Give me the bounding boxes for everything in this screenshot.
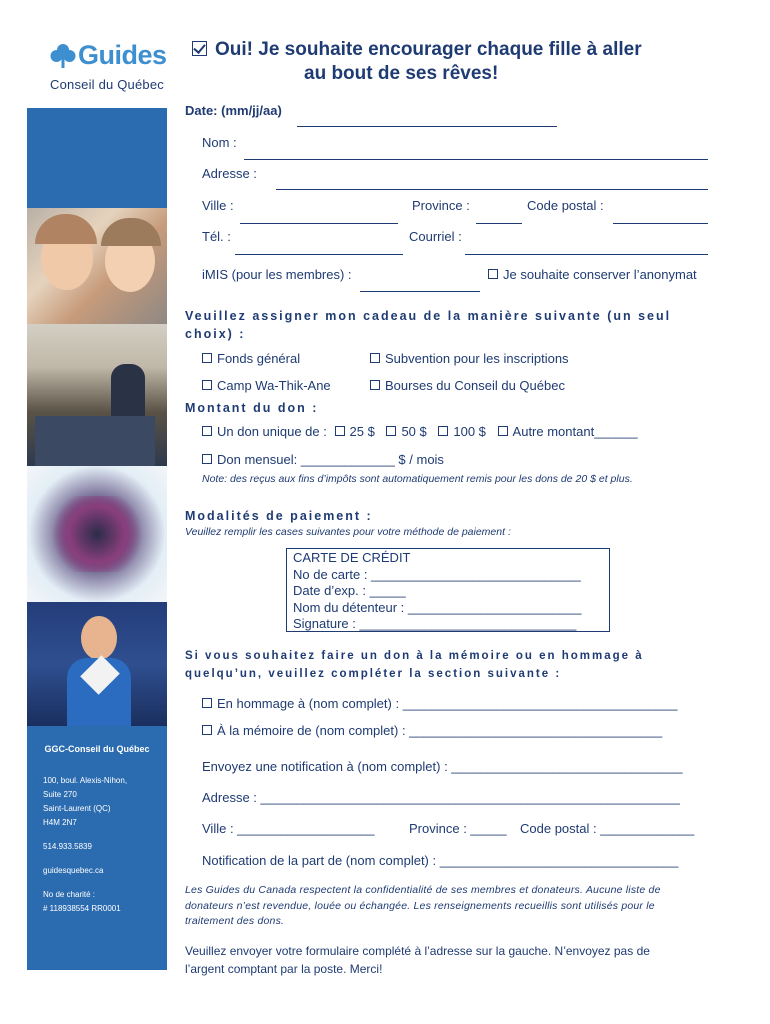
logo-council: Conseil du Québec xyxy=(50,77,164,92)
gift-heading xyxy=(185,307,671,343)
courriel-field[interactable] xyxy=(465,254,708,255)
gift-heading-line-2: choix) : xyxy=(185,327,246,341)
photo-snow-circle xyxy=(27,466,167,602)
trefoil-icon xyxy=(50,43,76,69)
address-line-2: Suite 270 xyxy=(43,790,77,799)
checkbox-icon[interactable] xyxy=(438,426,448,436)
blue-band-top xyxy=(27,108,167,208)
headline-line-2: au bout de ses rêves! xyxy=(304,63,499,84)
imis-field[interactable] xyxy=(360,291,480,292)
mailing-instructions: Veuillez envoyer votre formulaire complété à l’adresse sur la gauche. N’envoyez pas de l’argent comptant par la poste. Merci! xyxy=(185,944,650,976)
tax-note: Note: des reçus aux fins d’impôts sont automatiquement remis pour les dons de 20 $ et plus. xyxy=(202,473,633,485)
checkbox-icon[interactable] xyxy=(370,380,380,390)
amount-heading: Montant du don : xyxy=(185,401,319,415)
guides-logo xyxy=(50,40,170,92)
memorial-heading-line-2: quelqu’un, veuillez compléter la section suivante : xyxy=(185,668,562,680)
checkbox-icon[interactable] xyxy=(386,426,396,436)
credit-card-box xyxy=(286,548,610,632)
gift-option-label: Bourses du Conseil du Québec xyxy=(385,378,565,393)
checkbox-icon[interactable] xyxy=(202,380,212,390)
tel-label: Tél. : xyxy=(202,229,231,244)
checkbox-icon[interactable] xyxy=(498,426,508,436)
amount-unique-label: Un don unique de : xyxy=(217,424,327,439)
payment-instruction: Veuillez remplir les cases suivantes pour votre méthode de paiement : xyxy=(185,526,511,538)
amount-unique-row xyxy=(202,424,638,439)
code-postal-label: Code postal : xyxy=(527,198,604,213)
gift-option-camp[interactable] xyxy=(202,378,331,393)
amount-50: 50 $ xyxy=(401,424,427,439)
charity-label: No de charité : xyxy=(43,890,96,899)
address-line-3: Saint-Laurent (QC) xyxy=(43,804,111,813)
card-signature-field[interactable]: Signature : ______________________________ xyxy=(293,616,577,631)
checkbox-icon[interactable] xyxy=(202,725,212,735)
address-line-1: 100, boul. Alexis-Nihon, xyxy=(43,776,128,785)
checkbox-icon[interactable] xyxy=(335,426,345,436)
notification-field[interactable]: Envoyez une notification à (nom complet) : ________________________________ xyxy=(202,759,683,774)
adresse-field[interactable] xyxy=(276,189,708,190)
gift-option-bourses[interactable] xyxy=(370,378,565,393)
contact-panel xyxy=(27,726,167,970)
code-postal-field[interactable] xyxy=(613,223,708,224)
gift-heading-line-1: Veuillez assigner mon cadeau de la manière suivante (un seul xyxy=(185,309,672,323)
ville-label: Ville : xyxy=(202,198,234,213)
ville-field[interactable] xyxy=(240,223,398,224)
imis-label: iMIS (pour les membres) : xyxy=(202,267,352,282)
checkbox-icon[interactable] xyxy=(202,454,212,464)
memoire-row[interactable] xyxy=(202,723,662,738)
hommage-label: En hommage à (nom complet) : ______________________________________ xyxy=(217,696,678,711)
checkbox-icon[interactable] xyxy=(202,353,212,363)
province-field[interactable] xyxy=(476,223,522,224)
charity-number: # 118938554 RR0001 xyxy=(43,904,121,913)
anonymat-label: Je souhaite conserver l’anonymat xyxy=(503,267,697,282)
address-line-4: H4M 2N7 xyxy=(43,818,77,827)
memorial-heading-line-1: Si vous souhaitez faire un don à la mémoire ou en hommage à xyxy=(185,650,644,662)
photo-two-girls xyxy=(27,208,167,324)
memorial-province-field[interactable]: Province : _____ xyxy=(409,821,507,836)
gift-option-label: Fonds général xyxy=(217,351,301,366)
amount-autre: Autre montant______ xyxy=(512,424,638,439)
monthly-label: Don mensuel: _____________ $ / mois xyxy=(217,452,444,467)
card-holder-field[interactable]: Nom du détenteur : ________________________ xyxy=(293,599,582,615)
nom-field[interactable] xyxy=(244,159,708,160)
checkbox-icon[interactable] xyxy=(370,353,380,363)
photo-outdoor-group xyxy=(27,324,167,466)
nom-label: Nom : xyxy=(202,135,237,150)
website: guidesquebec.ca xyxy=(43,866,104,875)
memorial-code-field[interactable]: Code postal : _____________ xyxy=(520,821,695,836)
gift-option-subvention[interactable] xyxy=(370,351,569,366)
card-title: CARTE DE CRÉDIT xyxy=(293,550,411,565)
card-expiry-field[interactable]: Date d’exp. : _____ xyxy=(293,583,406,598)
province-label: Province : xyxy=(412,198,470,213)
payment-heading: Modalités de paiement : xyxy=(185,509,373,523)
hommage-row[interactable] xyxy=(202,696,677,711)
date-field[interactable] xyxy=(297,126,557,127)
courriel-label: Courriel : xyxy=(409,229,462,244)
checkbox-checked-icon xyxy=(192,41,207,56)
headline xyxy=(192,38,752,86)
memorial-address-field[interactable]: Adresse : __________________________________________________________ xyxy=(202,790,680,805)
memoire-label: À la mémoire de (nom complet) : ___________________________________ xyxy=(217,723,663,738)
card-number-field[interactable]: No de carte : _____________________________ xyxy=(293,566,581,582)
gift-option-label: Subvention pour les inscriptions xyxy=(385,351,569,366)
anonymat-option[interactable] xyxy=(488,267,697,282)
checkbox-icon[interactable] xyxy=(488,269,498,279)
tel-field[interactable] xyxy=(235,254,403,255)
gift-option-fonds[interactable] xyxy=(202,351,300,366)
org-name: GGC-Conseil du Québec xyxy=(44,744,150,754)
checkbox-icon[interactable] xyxy=(202,698,212,708)
photo-girl-scarf xyxy=(27,602,167,726)
adresse-label: Adresse : xyxy=(202,166,257,181)
amount-25: 25 $ xyxy=(349,424,375,439)
checkbox-icon[interactable] xyxy=(202,426,212,436)
headline-line-1: Oui! Je souhaite encourager chaque fille à aller xyxy=(215,39,642,60)
amount-100: 100 $ xyxy=(453,424,486,439)
memorial-heading xyxy=(185,647,644,683)
notification-from-field[interactable]: Notification de la part de (nom complet) : _________________________________ xyxy=(202,853,679,868)
logo-brand: Guides xyxy=(78,40,167,70)
monthly-row xyxy=(202,452,444,467)
gift-option-label: Camp Wa-Thik-Ane xyxy=(217,378,331,393)
phone: 514.933.5839 xyxy=(43,842,92,851)
privacy-statement: Les Guides du Canada respectent la confidentialité de ses membres et donateurs. Aucune liste de donateurs n’est revendue, louée ou échangée. Les renseignements recueillis sont utilisés pour le traitement des dons. xyxy=(185,884,661,927)
date-label: Date: (mm/jj/aa) xyxy=(185,103,282,118)
memorial-ville-field[interactable]: Ville : ___________________ xyxy=(202,821,375,836)
